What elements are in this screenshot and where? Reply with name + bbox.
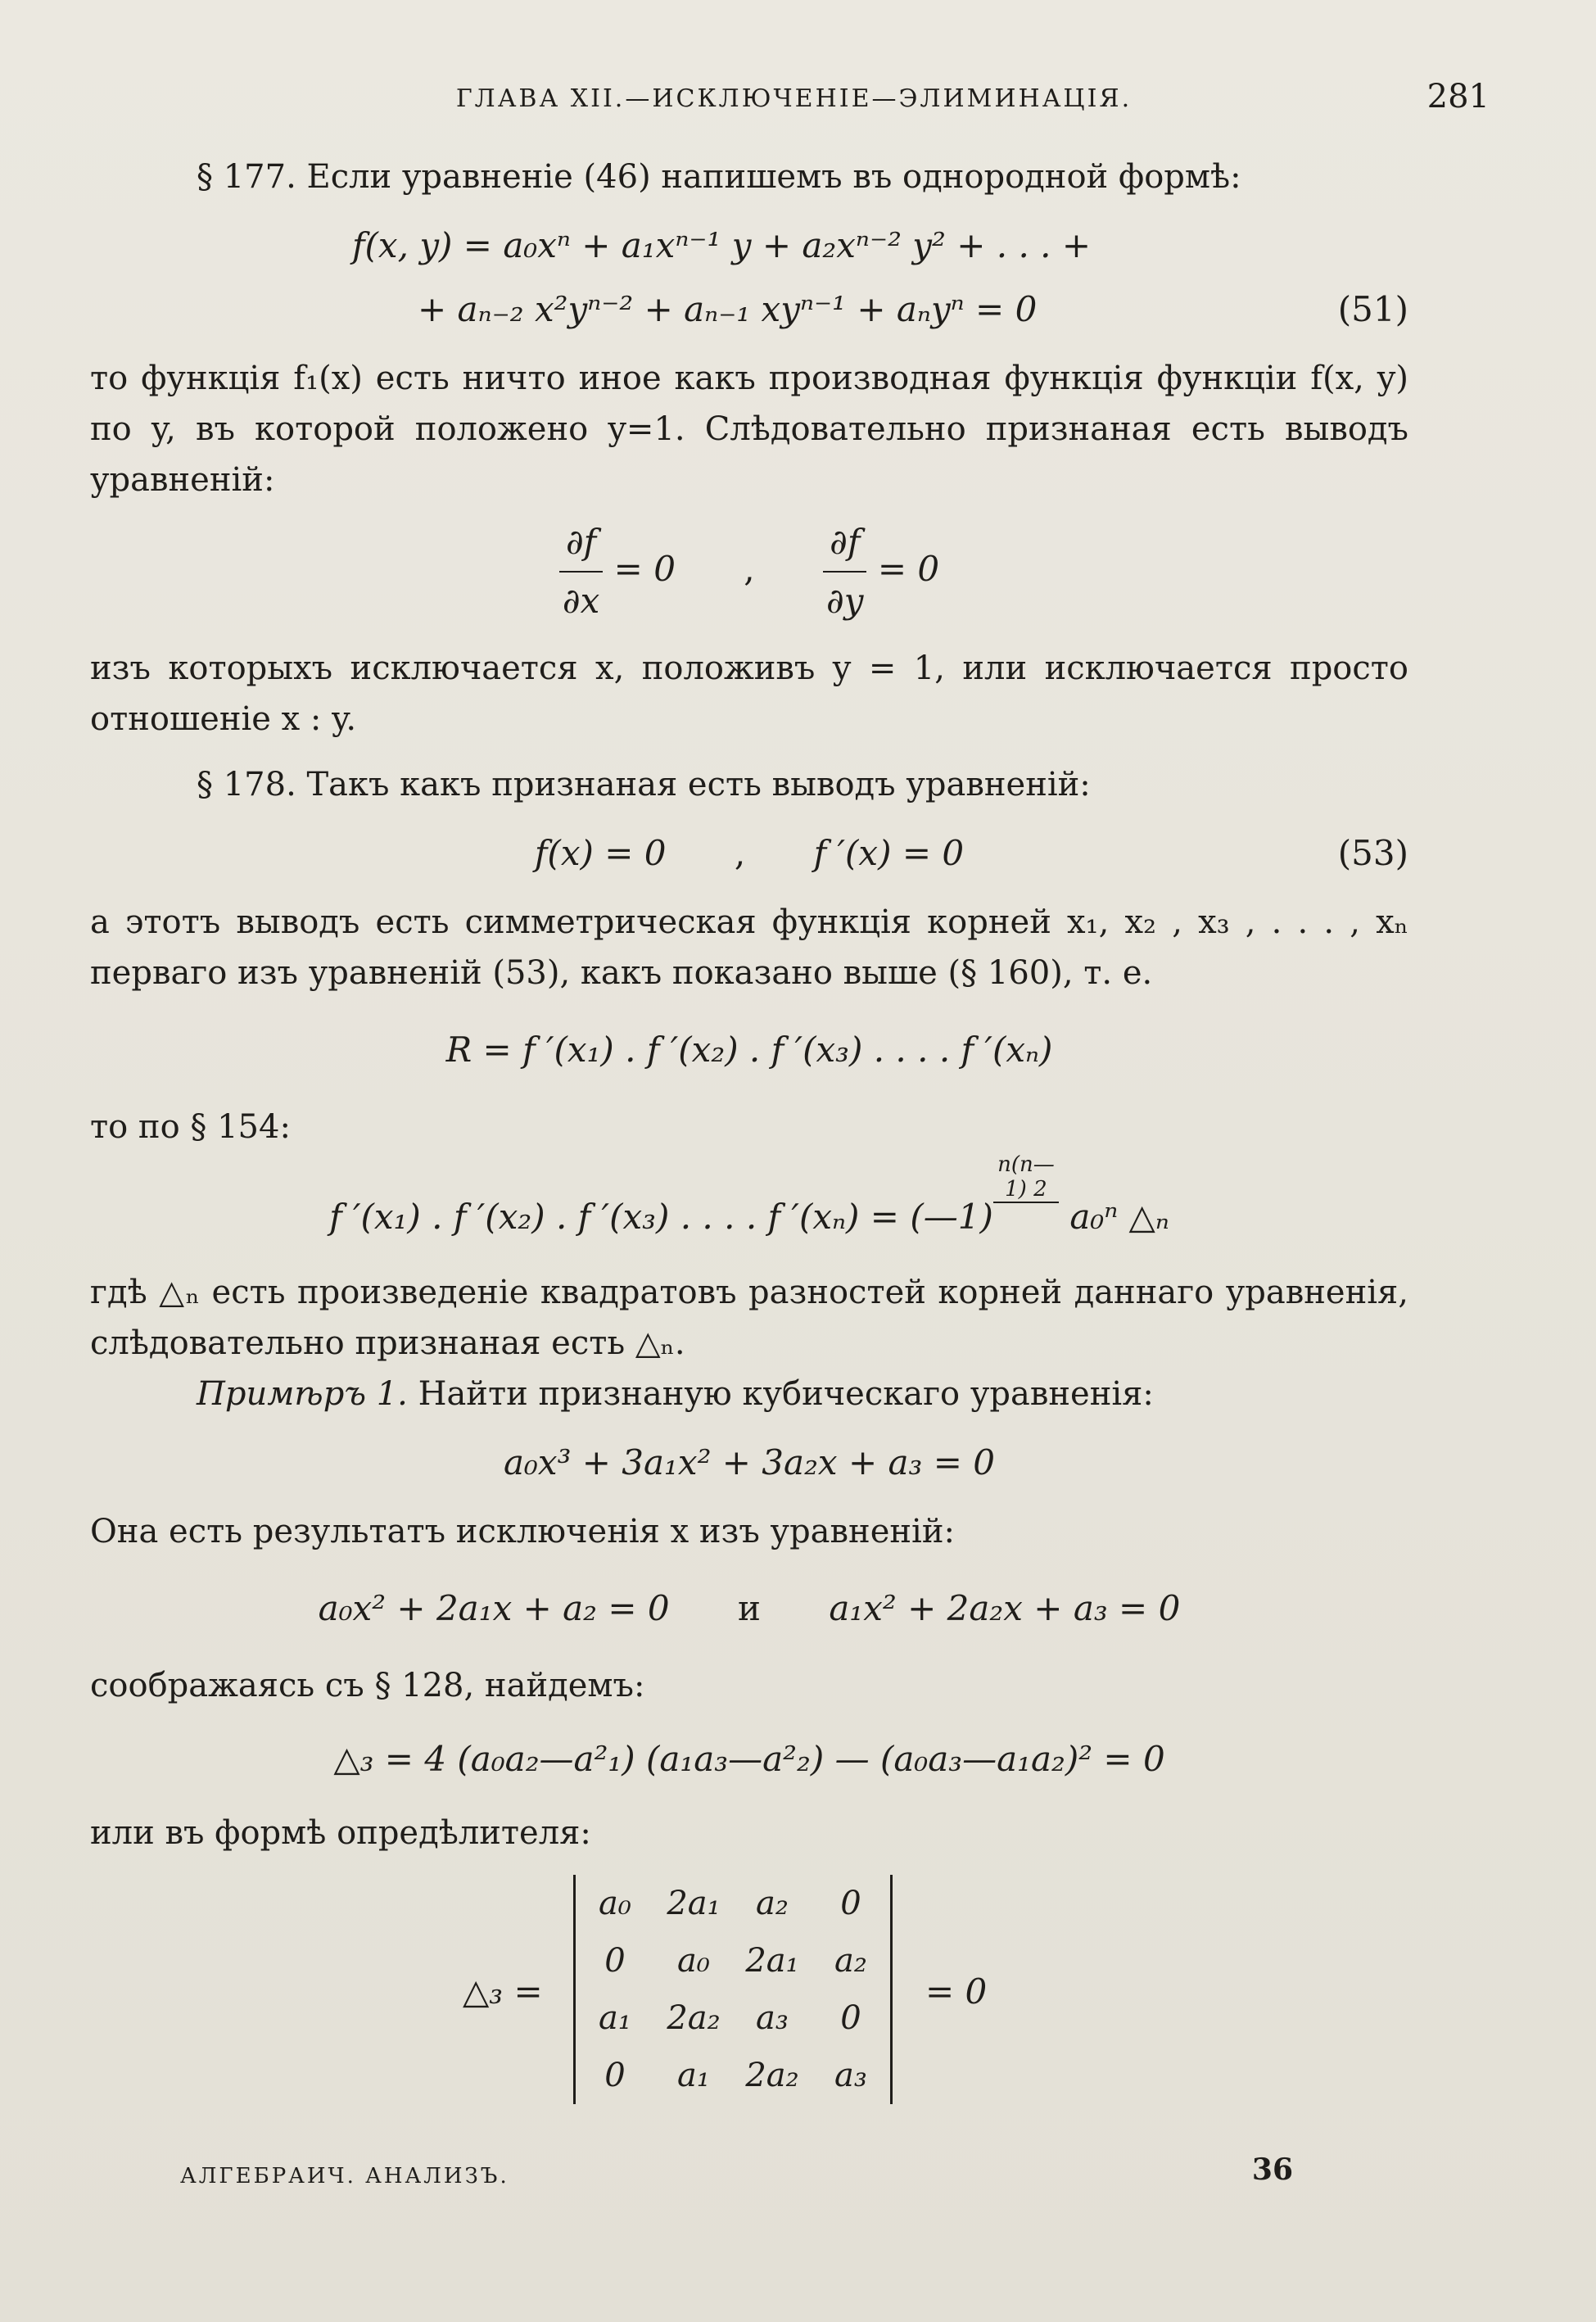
section-177-intro: § 177. Если уравненіе (46) напишемъ въ однородной формѣ: <box>197 158 1241 196</box>
partial-denominator-y: ∂y <box>826 581 864 621</box>
equation-53 <box>90 825 1408 882</box>
section-178-intro: § 178. Такъ какъ признаная есть выводъ уравненій: <box>197 766 1091 803</box>
section-178-paragraph-1: а этотъ выводъ есть симметрическая функція корней x₁, x₂ , x₃ , . . . , xₙ перваго изъ уравненій (53), какъ показано выше (§ 160), т. е. <box>90 903 1408 992</box>
determinant-row <box>575 1932 892 1989</box>
delta-equation-text: △₃ = 4 (a₀a₂—a²₁) (a₁a₃—a²₂) — (a₀a₃—a₁a₂)² = 0 <box>333 1739 1165 1779</box>
equation-product <box>90 1152 1408 1246</box>
determinant-cell: a₂ <box>756 1885 789 1922</box>
determinant-row <box>575 1989 892 2047</box>
example-1-intro <box>90 1369 1408 1419</box>
example-1-label: Примѣръ 1. <box>197 1375 408 1413</box>
equation-51-line-1 <box>90 217 1408 274</box>
determinant-row <box>575 1875 892 1932</box>
equation-53-right: f ′(x) = 0 <box>813 833 965 873</box>
page-number: 281 <box>1426 78 1490 115</box>
footer-signature-number: 36 <box>1251 2152 1293 2187</box>
determinant-cell: 0 <box>840 1885 861 1922</box>
example-1-intro-text: Найти признаную кубическаго уравненія: <box>418 1375 1154 1413</box>
equation-product-right: a₀ⁿ △ₙ <box>1069 1197 1169 1237</box>
determinant-cell: a₀ <box>677 1942 710 1980</box>
partial-numerator-y: ∂f <box>823 514 866 573</box>
determinant-cell: 0 <box>604 2057 626 2094</box>
running-title: ГЛАВА XII.—ИСКЛЮЧЕНІЕ—ЭЛИМИНАЦІЯ. <box>455 84 1133 113</box>
section-178-paragraph-3: гдѣ △ₙ есть произведеніе квадратовъ разностей корней даннаго уравненія, слѣдовательно признаная есть △ₙ. <box>90 1274 1408 1362</box>
cubic-equation-text: a₀x³ + 3a₁x² + 3a₂x + a₃ = 0 <box>504 1442 995 1482</box>
equation-53-number: (53) <box>1337 833 1408 873</box>
equation-R <box>90 1021 1408 1079</box>
equation-pair-right: a₁x² + 2a₂x + a₃ = 0 <box>829 1588 1181 1628</box>
section-177-paragraph-1: то функція f₁(x) есть ничто иное какъ производная функція функціи f(x, y) по y, въ которой положено y=1. Слѣдовательно признаная есть выводъ уравненій: <box>90 360 1408 499</box>
example-1-paragraph-3: или въ формѣ опредѣлителя: <box>90 1814 591 1852</box>
partial-derivatives-equation <box>90 514 1408 630</box>
equation-53-separator: , <box>734 833 746 873</box>
partial-rhs-y: = 0 <box>877 549 940 589</box>
determinant-cell: a₀ <box>599 1885 631 1922</box>
equation-53-left: f(x) = 0 <box>534 833 667 873</box>
equation-51-line-2 <box>90 281 1408 338</box>
partial-numerator-x: ∂f <box>559 514 603 573</box>
page-footer <box>180 2152 1293 2193</box>
determinant-cell: 2a₁ <box>667 1885 721 1922</box>
equation-pair-left: a₀x² + 2a₁x + a₂ = 0 <box>318 1588 670 1628</box>
determinant-cell: 2a₂ <box>745 2057 799 2094</box>
delta-equation <box>90 1731 1408 1788</box>
exponent-fraction: n(n—1) 2 <box>993 1152 1059 1203</box>
example-1-paragraph-2: соображаясь съ § 128, найдемъ: <box>90 1667 645 1704</box>
determinant-cell: a₃ <box>834 2057 867 2094</box>
partial-denominator-x: ∂x <box>562 581 600 621</box>
equation-product-left: f ′(x₁) . f ′(x₂) . f ′(x₃) . . . . f ′(xₙ) = (—1) <box>329 1197 993 1237</box>
determinant-cell: 0 <box>840 1999 861 2037</box>
equation-51-number: (51) <box>1337 289 1408 329</box>
equation-pair-separator: и <box>738 1588 761 1628</box>
determinant-cell: 2a₂ <box>667 1999 721 2037</box>
page-body <box>90 152 1408 2121</box>
partial-separator: , <box>744 549 755 589</box>
determinant-cell: a₁ <box>677 2057 710 2094</box>
determinant-cell: 2a₁ <box>745 1942 799 1980</box>
equation-pair <box>90 1580 1408 1637</box>
determinant-block <box>90 1875 1408 2121</box>
partial-fraction-y <box>823 514 866 630</box>
determinant-cell: a₃ <box>756 1999 789 2037</box>
page-header <box>98 78 1490 119</box>
cubic-equation <box>90 1434 1408 1491</box>
partial-fraction-x <box>559 514 603 630</box>
equation-R-text: R = f ′(x₁) . f ′(x₂) . f ′(x₃) . . . . f ′(xₙ) <box>445 1030 1053 1070</box>
section-177-paragraph-2: изъ которыхъ исключается x, положивъ y = 1, или исключается просто отношеніе x : y. <box>90 650 1408 738</box>
footer-signature-title: АЛГЕБРАИЧ. АНАЛИЗЪ. <box>180 2164 509 2188</box>
partial-rhs-x: = 0 <box>613 549 676 589</box>
section-178-paragraph-2: то по § 154: <box>90 1108 291 1146</box>
equation-51-line-1-text: f(x, y) = a₀xⁿ + a₁xⁿ⁻¹ y + a₂xⁿ⁻² y² + . . . + <box>352 225 1092 265</box>
equation-product-exponent <box>993 1152 1059 1246</box>
determinant-cell: a₁ <box>599 1999 631 2037</box>
determinant-cell: 0 <box>604 1942 626 1980</box>
determinant-cell: a₂ <box>834 1942 867 1980</box>
determinant-matrix <box>573 1875 893 2104</box>
determinant-rhs: = 0 <box>925 1971 988 2012</box>
equation-51-line-2-text: + aₙ₋₂ x²yⁿ⁻² + aₙ₋₁ xyⁿ⁻¹ + aₙyⁿ = 0 <box>418 289 1038 329</box>
determinant-row <box>575 2047 892 2104</box>
example-1-paragraph-1: Она есть результатъ исключенія x изъ уравненій: <box>90 1513 955 1550</box>
determinant-lhs: △₃ = <box>463 1971 543 2012</box>
